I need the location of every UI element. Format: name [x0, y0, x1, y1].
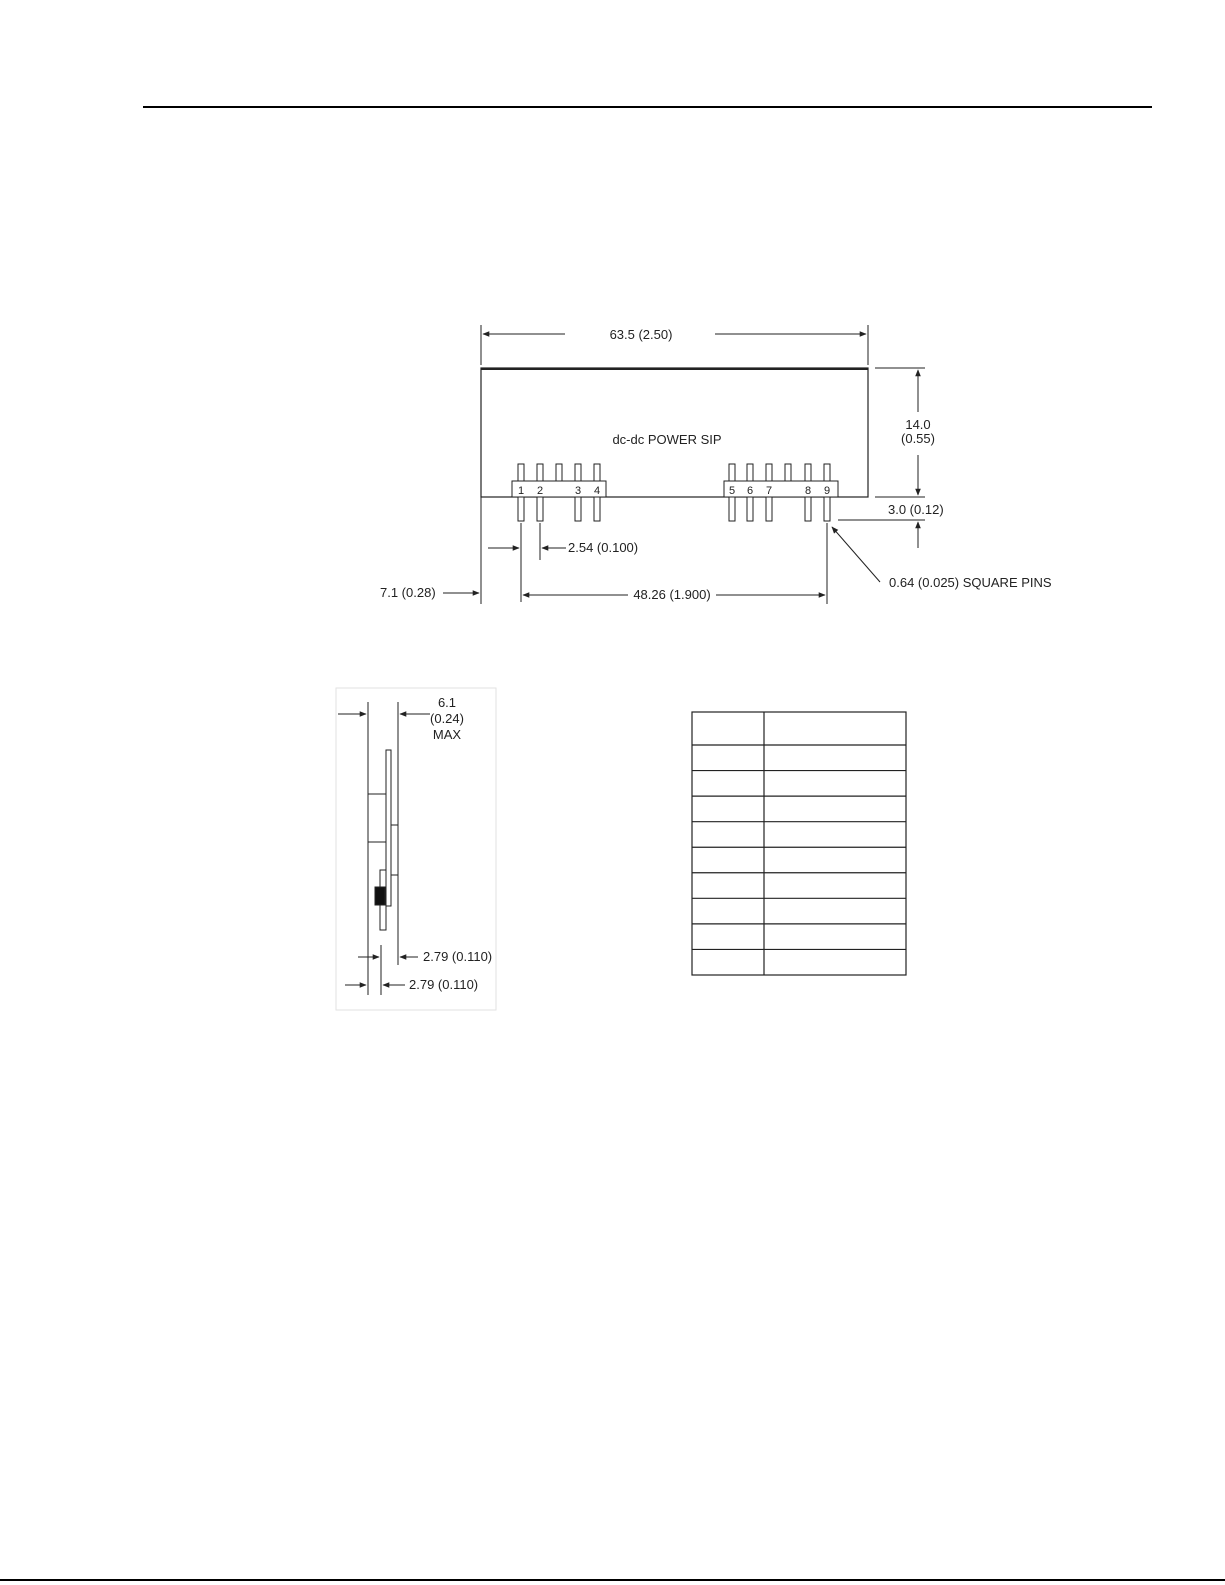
- span-label: 48.26 (1.900): [633, 587, 711, 602]
- pin-lead-9: [824, 497, 830, 521]
- height-in-label: (0.55): [901, 431, 935, 446]
- side-dim-b-label: 2.79 (0.110): [409, 977, 479, 992]
- side-board: [386, 750, 391, 906]
- side-component-large: [368, 794, 386, 842]
- pin-lead-5: [729, 497, 735, 521]
- side-max-label: MAX: [432, 727, 462, 742]
- pin-table-border: [692, 712, 906, 975]
- side-max-mm-label: 6.1: [437, 695, 457, 710]
- front-view: [443, 325, 925, 604]
- pin-header-left: [512, 481, 606, 497]
- height-mm-label: 14.0: [905, 417, 931, 432]
- pin-number: 1: [517, 485, 525, 497]
- pin-lead-2: [537, 497, 543, 521]
- pin-number: 2: [536, 485, 544, 497]
- pin-number: 6: [746, 485, 754, 497]
- pin-lead-7: [766, 497, 772, 521]
- pin-table: [692, 712, 906, 975]
- module-title: dc-dc POWER SIP: [612, 432, 722, 447]
- pin-number: 8: [804, 485, 812, 497]
- square-pins-label: 0.64 (0.025) SQUARE PINS: [889, 575, 1052, 590]
- pin-lead-4: [594, 497, 600, 521]
- pin-lead-1: [518, 497, 524, 521]
- pin-number: 3: [574, 485, 582, 497]
- pitch-label: 2.54 (0.100): [568, 540, 639, 555]
- side-max-in-label: (0.24): [430, 711, 464, 726]
- overall-length-label: 63.5 (2.50): [609, 327, 673, 342]
- side-component-small: [391, 825, 398, 875]
- pin-number: 4: [593, 485, 601, 497]
- pin-number: 7: [765, 485, 773, 497]
- side-pin-header: [375, 887, 385, 905]
- pin-number: 5: [728, 485, 736, 497]
- pin-lead-8: [805, 497, 811, 521]
- pin-number: 9: [823, 485, 831, 497]
- pin-length-label: 3.0 (0.12): [888, 502, 944, 517]
- side-dim-a-label: 2.79 (0.110): [423, 949, 493, 964]
- pin-header-right: [724, 481, 838, 497]
- pin-lead-3: [575, 497, 581, 521]
- pin-lead-6: [747, 497, 753, 521]
- offset-label: 7.1 (0.28): [380, 585, 436, 600]
